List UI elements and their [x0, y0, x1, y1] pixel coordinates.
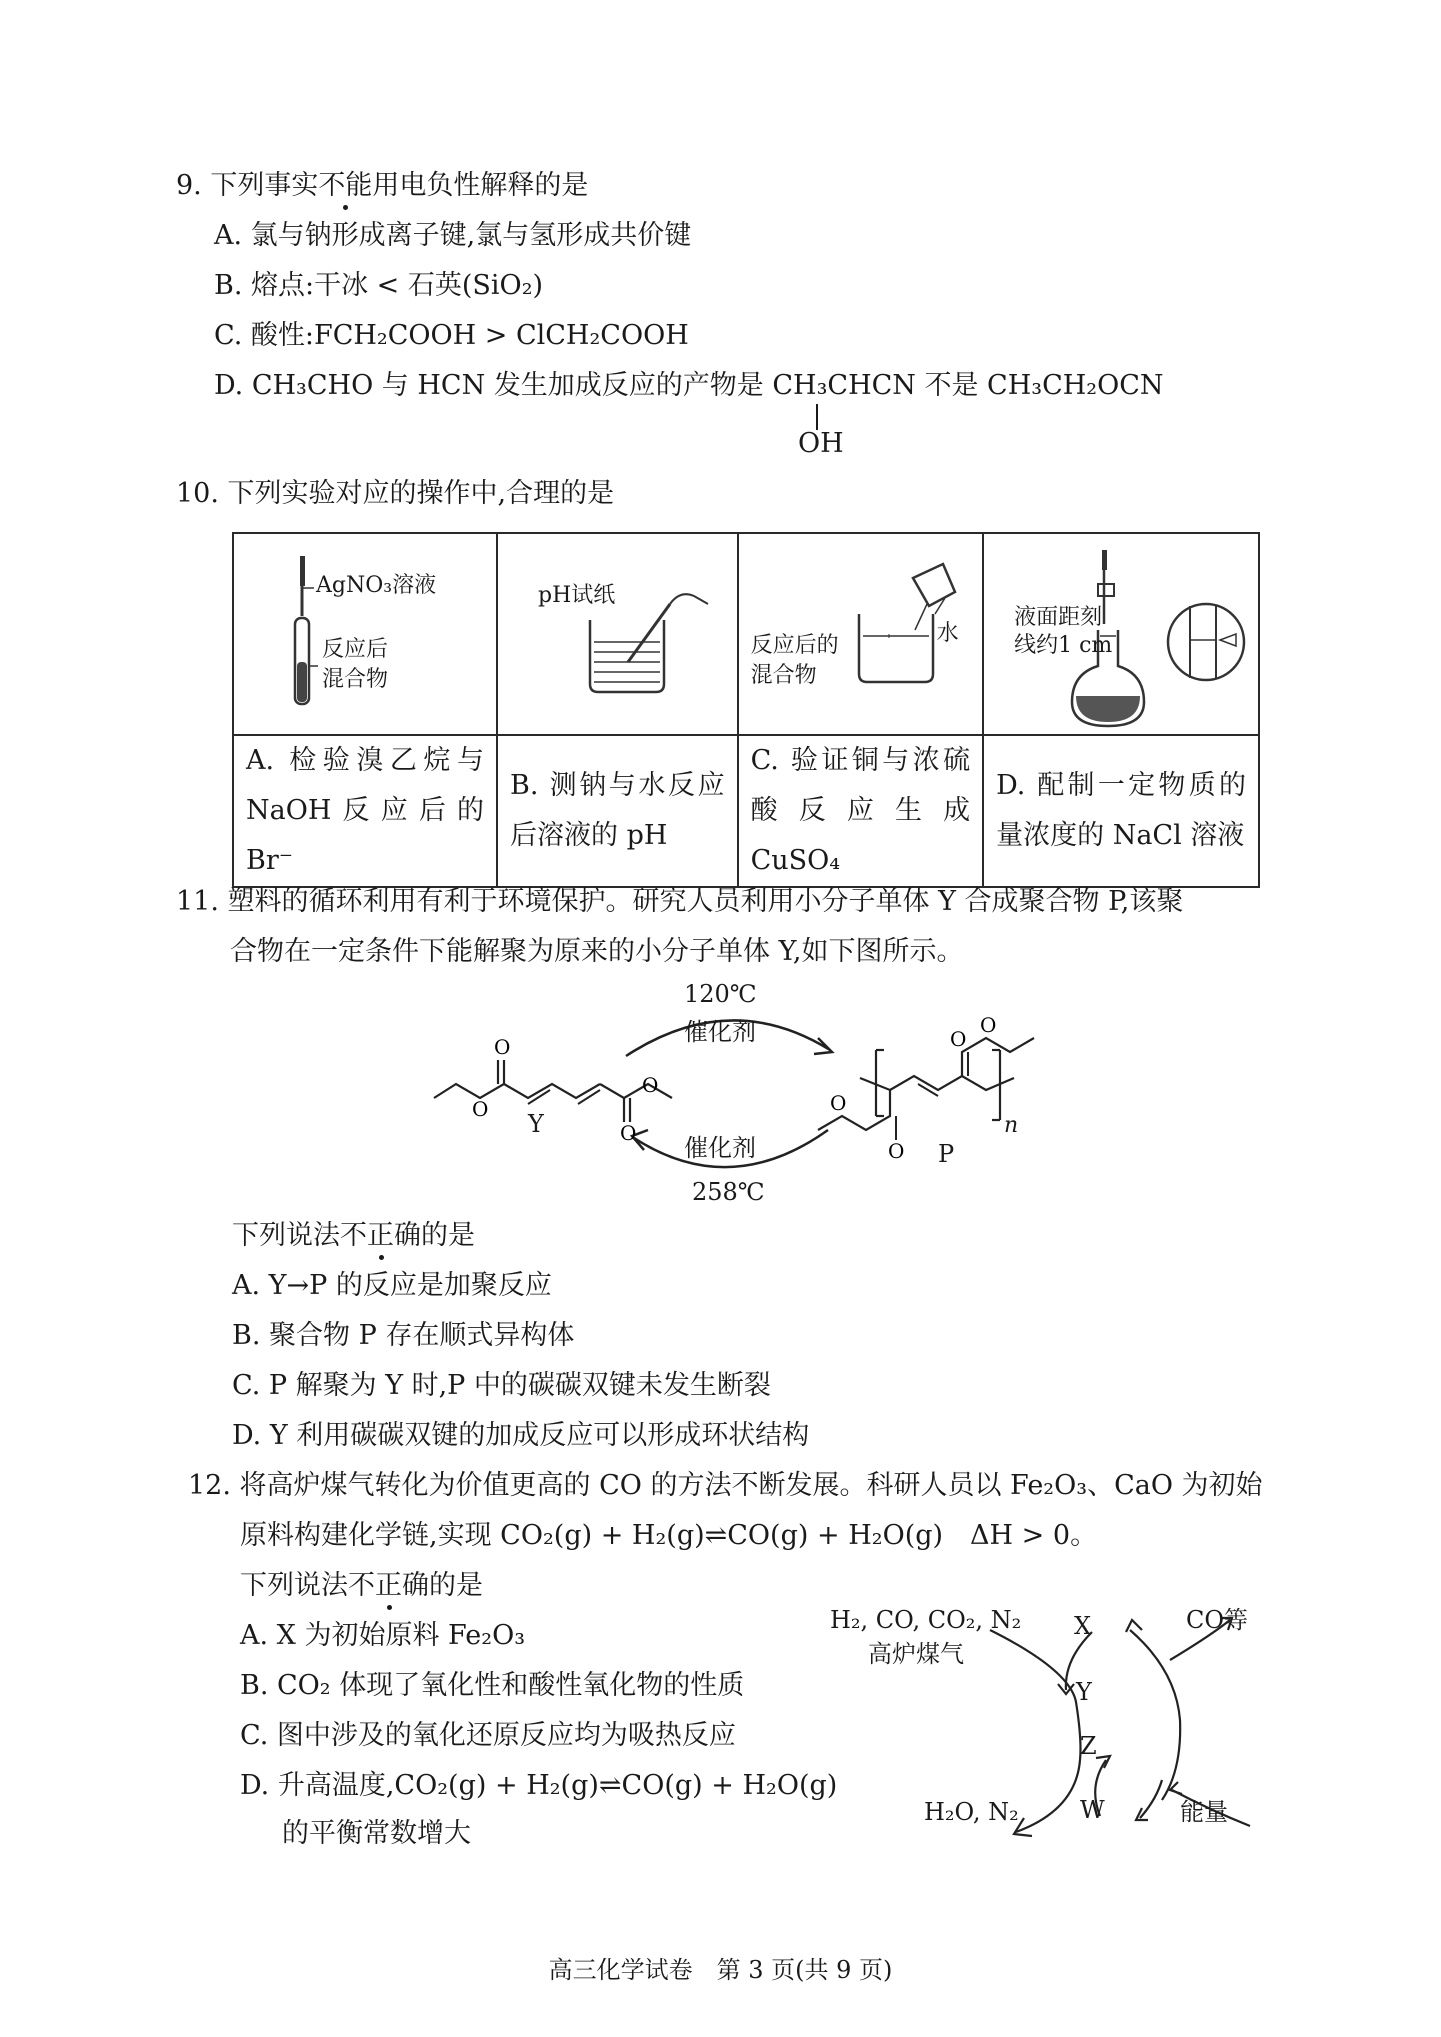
q11-option-a: A. Y→P 的反应是加聚反应 [232, 1270, 552, 1301]
caption-a: A. 检验溴乙烷与NaOH反应后的 Br⁻ [233, 735, 497, 887]
caption-b: B. 测钠与水反应后溶液的 pH [497, 735, 738, 887]
q9-option-d: D. CH₃CHO 与 HCN 发生加成反应的产物是 CH₃CHCN 不是 CH₃CH₂OCN [214, 370, 1164, 401]
svg-text:O: O [830, 1091, 847, 1115]
svg-text:O: O [888, 1139, 905, 1163]
gas-in-label: H₂, CO, CO₂, N₂ [830, 1606, 1022, 1634]
svg-text:O: O [472, 1097, 489, 1121]
node-y: Y [1076, 1678, 1092, 1706]
label-about-1cm: 线约1 cm [1014, 633, 1113, 658]
label-water: 水 [936, 621, 959, 646]
emphasis-text: 不正确 [340, 1218, 421, 1254]
energy-label: 能量 [1180, 1798, 1228, 1826]
q10-stem: 10. 下列实验对应的操作中,合理的是 [176, 478, 615, 509]
svg-text:O: O [620, 1121, 637, 1145]
caption-d: D. 配制一定物质的量浓度的 NaCl 溶液 [983, 735, 1259, 887]
label-reacted-c: 反应后的 [750, 633, 839, 658]
dropper-tube-icon [234, 534, 489, 734]
label-mixture-c: 混合物 [750, 663, 817, 688]
node-w: W [1080, 1796, 1105, 1824]
q12-stem-line1: 12. 将高炉煤气转化为价值更高的 CO 的方法不断发展。科研人员以 Fe₂O₃、CaO 为初始 [188, 1470, 1263, 1501]
emphasis-text: 不能 [318, 168, 372, 204]
q9-option-b: B. 熔点:干冰 < 石英(SiO₂) [214, 270, 544, 301]
beaker-ph-paper-icon [498, 534, 732, 734]
q11-question: 下列说法不正确的是 [232, 1218, 475, 1254]
node-z: Z [1080, 1732, 1097, 1760]
q11-option-b: B. 聚合物 P 存在顺式异构体 [232, 1320, 575, 1351]
cell-b-image [497, 533, 738, 735]
cell-a-image [233, 533, 497, 735]
q11-option-c: C. P 解聚为 Y 时,P 中的碳碳双键未发生断裂 [232, 1370, 771, 1401]
scheme-bottom-catalyst: 催化剂 [684, 1134, 756, 1162]
out-top-label: CO等 [1186, 1606, 1249, 1634]
label-reacted: 反应后 [322, 637, 389, 662]
polymer-n-label: n [1004, 1113, 1019, 1138]
page-footer: 高三化学试卷 第 3 页(共 9 页) [548, 1956, 893, 1984]
svg-text:O: O [950, 1027, 967, 1051]
emphasis-text: 不正确 [348, 1568, 429, 1604]
cell-c-image [738, 533, 984, 735]
q11-stem-line1: 11. 塑料的循环利用有利于环境保护。研究人员利用小分子单体 Y 合成聚合物 P,该聚 [176, 886, 1184, 917]
q9-option-a: A. 氯与钠形成离子键,氯与氢形成共价键 [214, 220, 692, 251]
caption-c: C. 验证铜与浓硫酸反应生成 CuSO₄ [738, 735, 984, 887]
q12-option-d-line2: 的平衡常数增大 [282, 1818, 471, 1849]
scheme-top-catalyst: 催化剂 [684, 1018, 756, 1046]
q11-stem-line2: 合物在一定条件下能解聚为原来的小分子单体 Y,如下图所示。 [230, 936, 964, 967]
label-ph-paper: pH试纸 [537, 583, 616, 608]
svg-text:O: O [980, 1013, 997, 1037]
scheme-top-temp: 120℃ [684, 980, 757, 1008]
label-agno3: AgNO₃溶液 [316, 573, 437, 598]
q12-option-d: D. 升高温度,CO₂(g) + H₂(g)⇌CO(g) + H₂O(g) [240, 1770, 838, 1801]
label-liquid-distance: 液面距刻 [1014, 605, 1103, 630]
polymer-label: P [938, 1140, 955, 1168]
experiment-table [232, 532, 1260, 888]
node-x: X [1074, 1612, 1092, 1640]
q9-option-c: C. 酸性:FCH₂COOH > ClCH₂COOH [214, 320, 689, 351]
gas-in-name: 高炉煤气 [868, 1640, 964, 1668]
q12-option-b: B. CO₂ 体现了氧化性和酸性氧化物的性质 [240, 1670, 745, 1701]
q9-stem: 9. 下列事实不能用电负性解释的是 [176, 168, 588, 204]
cell-d-image [983, 533, 1259, 735]
svg-text:O: O [642, 1073, 659, 1097]
scheme-bottom-temp: 258℃ [692, 1178, 765, 1206]
q12-option-a: A. X 为初始原料 Fe₂O₃ [240, 1620, 526, 1651]
svg-text:O: O [494, 1035, 511, 1059]
q9-oh-label: OH [798, 428, 844, 459]
q12-stem-line2: 原料构建化学链,实现 CO₂(g) + H₂(g)⇌CO(g) + H₂O(g) ΔH > 0。 [240, 1520, 1098, 1551]
q12-question: 下列说法不正确的是 [240, 1568, 483, 1604]
label-mixture: 混合物 [322, 667, 389, 692]
out-bottom-label: H₂O, N₂ [924, 1798, 1019, 1826]
q11-option-d: D. Y 利用碳碳双键的加成反应可以形成环状结构 [232, 1420, 810, 1451]
monomer-label: Y [528, 1110, 544, 1138]
q12-option-c: C. 图中涉及的氧化还原反应均为吸热反应 [240, 1720, 736, 1751]
